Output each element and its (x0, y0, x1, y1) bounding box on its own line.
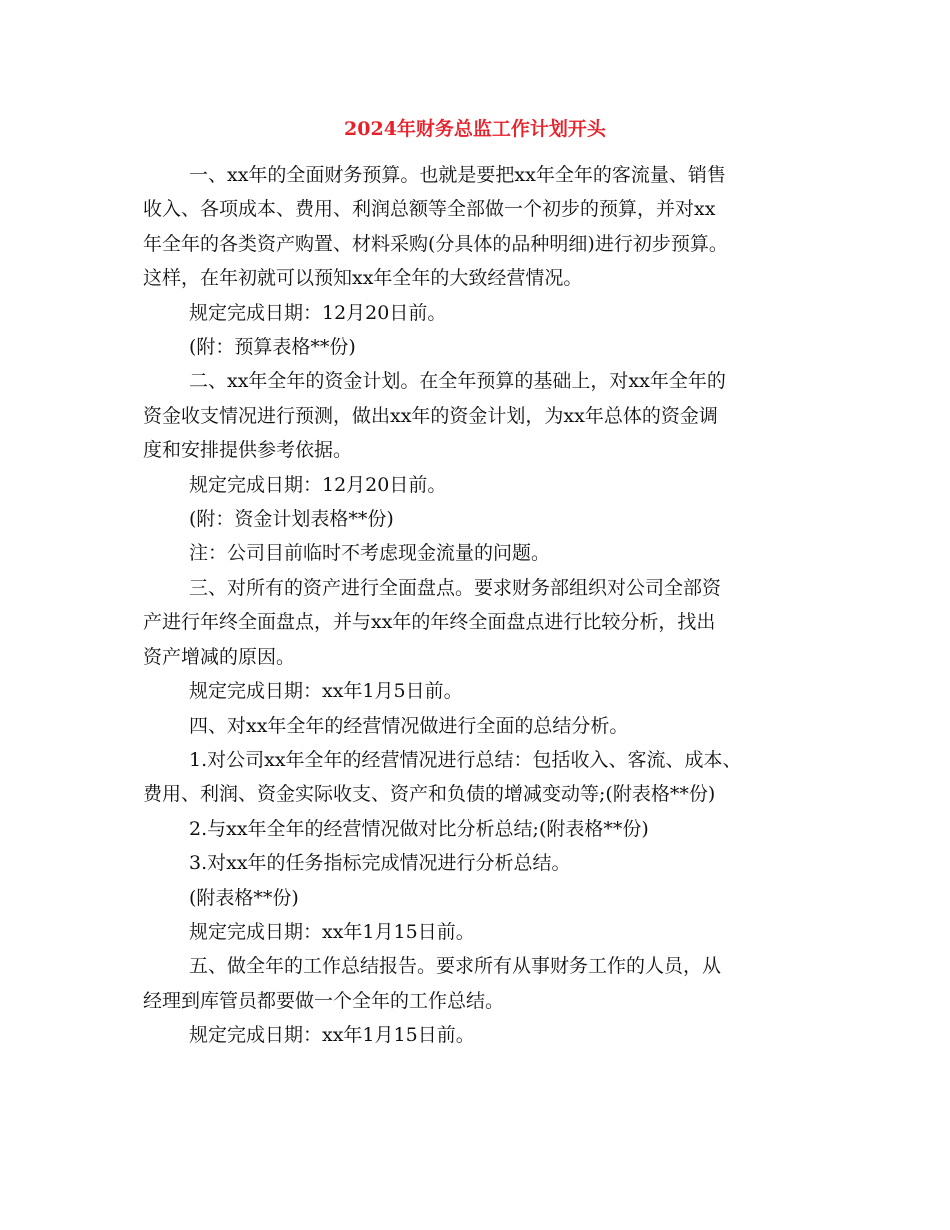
body-line: (附：资金计划表格**份) (189, 508, 394, 531)
document-title: 2024年财务总监工作计划开头 (344, 118, 606, 140)
body-line: 一、xx年的全面财务预算。也就是要把xx年全年的客流量、销售 (189, 164, 726, 186)
body-line: 经理到库管员都要做一个全年的工作总结。 (143, 989, 505, 1012)
body-line: 注：公司目前临时不考虑现金流量的问题。 (189, 542, 551, 565)
body-line: 三、对所有的资产进行全面盘点。要求财务部组织对公司全部资 (189, 576, 722, 599)
body-line: 规定完成日期：12月20日前。 (189, 301, 447, 324)
body-line: 规定完成日期：xx年1月5日前。 (189, 680, 463, 703)
body-line: 收入、各项成本、费用、利润总额等全部做一个初步的预算，并对xx (143, 198, 716, 221)
body-line: 四、对xx年全年的经营情况做进行全面的总结分析。 (189, 714, 629, 737)
body-line: 1.对公司xx年全年的经营情况进行总结：包括收入、客流、成本、 (189, 748, 742, 771)
body-line: 规定完成日期：xx年1月15日前。 (189, 1024, 475, 1047)
body-line: 资金收支情况进行预测，做出xx年的资金计划，为xx年总体的资金调 (143, 404, 718, 427)
body-line: 费用、利润、资金实际收支、资产和负债的增减变动等;(附表格**份) (143, 783, 716, 806)
body-line: 资产增减的原因。 (143, 645, 296, 668)
body-line: 年全年的各类资产购置、材料采购(分具体的品种明细)进行初步预算。 (143, 232, 728, 255)
body-line: (附：预算表格**份) (189, 336, 356, 359)
document-body (143, 158, 815, 1053)
body-line: 产进行年终全面盘点，并与xx年的年终全面盘点进行比较分析，找出 (143, 611, 716, 634)
body-line: 这样，在年初就可以预知xx年全年的大致经营情况。 (143, 267, 583, 290)
body-line: 3.对xx年的任务指标完成情况进行分析总结。 (189, 852, 571, 875)
body-line: 2.与xx年全年的经营情况做对比分析总结;(附表格**份) (189, 817, 649, 840)
body-line: 度和安排提供参考依据。 (143, 439, 353, 462)
body-line: 二、xx年全年的资金计划。在全年预算的基础上，对xx年全年的 (189, 370, 726, 393)
body-line: 五、做全年的工作总结报告。要求所有从事财务工作的人员，从 (189, 955, 722, 978)
body-line: 规定完成日期：xx年1月15日前。 (189, 920, 475, 943)
body-line: (附表格**份) (189, 886, 299, 909)
body-line: 规定完成日期：12月20日前。 (189, 473, 447, 496)
